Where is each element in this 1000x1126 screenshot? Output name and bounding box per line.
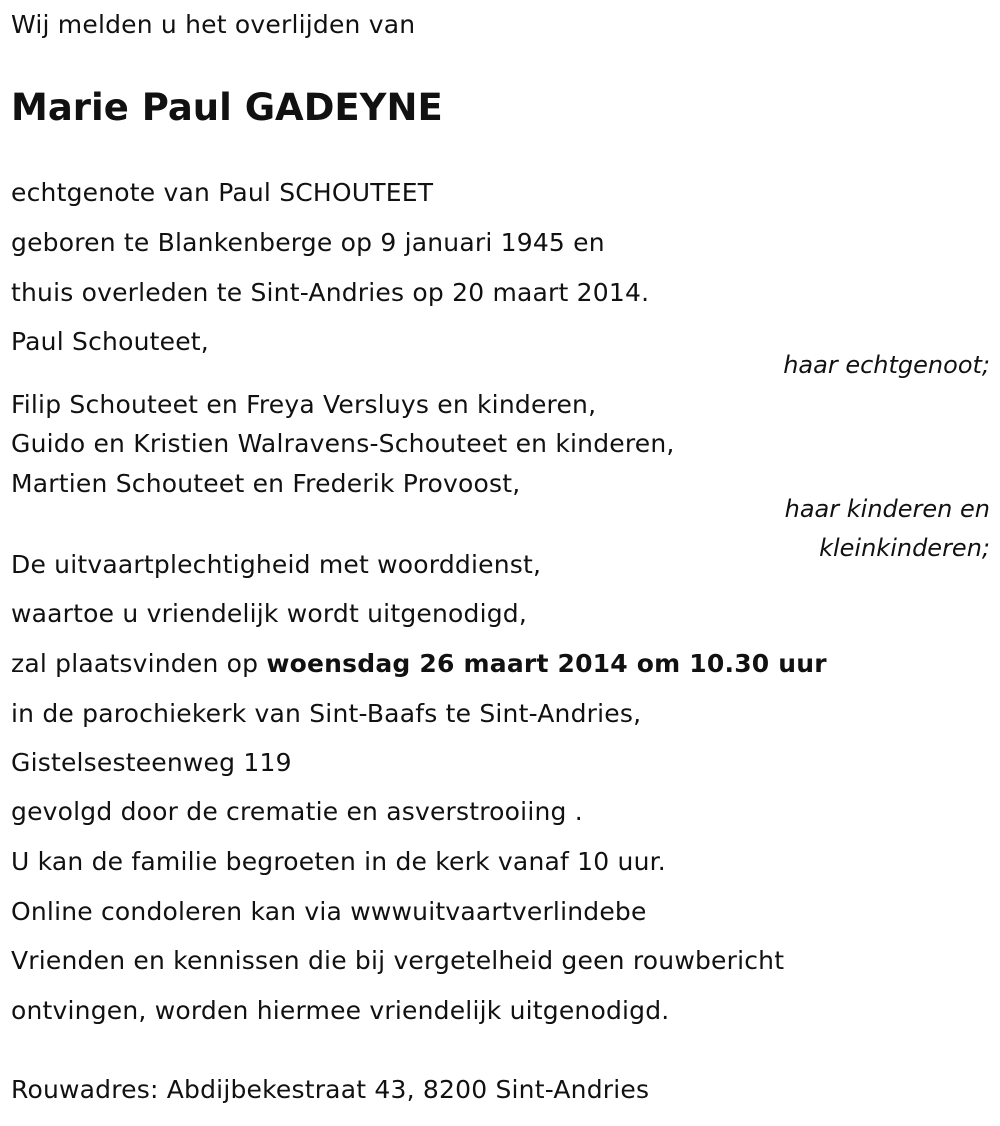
ceremony-line-2: waartoe u vriendelijk wordt uitgenodigd, xyxy=(11,599,528,628)
ceremony-date: woensdag 26 maart 2014 om 10.30 uur xyxy=(266,649,827,678)
spouse-name: Paul Schouteet, xyxy=(11,327,209,356)
death-detail: thuis overleden te Sint-Andries op 20 maart 2014. xyxy=(11,278,650,307)
condolence-line: Online condoleren kan via wwwuitvaartverlindebe xyxy=(11,897,647,926)
ceremony-date-prefix: zal plaatsvinden op xyxy=(11,649,267,678)
birth-detail: geboren te Blankenberge op 9 januari 1945 en xyxy=(11,228,605,257)
ceremony-line-1: De uitvaartplechtigheid met woorddienst, xyxy=(11,550,542,579)
friends-line-2: ontvingen, worden hiermee vriendelijk uitgenodigd. xyxy=(11,996,670,1025)
child-line-2: Guido en Kristien Walravens-Schouteet en kinderen, xyxy=(11,429,675,458)
intro-text: Wij melden u het overlijden van xyxy=(11,10,416,39)
mourning-address: Rouwadres: Abdijbekestraat 43, 8200 Sint-Andries xyxy=(11,1075,650,1104)
child-line-1: Filip Schouteet en Freya Versluys en kinderen, xyxy=(11,390,597,419)
children-role-line-2: kleinkinderen; xyxy=(819,534,990,562)
ceremony-location: in de parochiekerk van Sint-Baafs te Sint-Andries, xyxy=(11,699,642,728)
cremation-line: gevolgd door de crematie en asverstrooiing . xyxy=(11,797,583,826)
greeting-line: U kan de familie begroeten in de kerk vanaf 10 uur. xyxy=(11,847,666,876)
ceremony-street: Gistelsesteenweg 119 xyxy=(11,748,292,777)
children-role-line-1: haar kinderen en xyxy=(784,495,990,523)
ceremony-line-3 xyxy=(11,649,827,679)
spouse-role: haar echtgenoot; xyxy=(783,351,990,379)
spouse-detail: echtgenote van Paul SCHOUTEET xyxy=(11,178,434,207)
friends-line-1: Vrienden en kennissen die bij vergetelheid geen rouwbericht xyxy=(11,946,785,975)
deceased-name: Marie Paul GADEYNE xyxy=(11,86,443,129)
child-line-3: Martien Schouteet en Frederik Provoost, xyxy=(11,469,521,498)
